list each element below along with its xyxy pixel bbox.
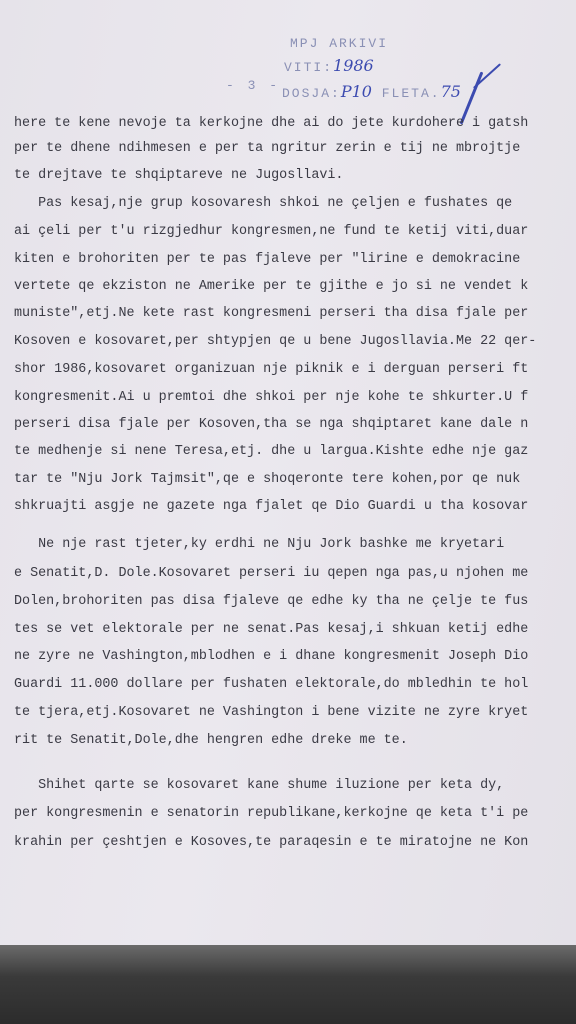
text-line: here te kene nevoje ta kerkojne dhe ai do jete kurdohere i gatsh [14, 116, 529, 131]
handwritten-check-mark-tail [473, 63, 501, 89]
text-line: kongresmenit.Ai u premtoi dhe shkoi per nje kohe te shkurter.U f [14, 390, 529, 405]
text-line: Shihet qarte se kosovaret kane shume iluzione per keta dy, [14, 778, 505, 793]
stamp-year-row [284, 54, 374, 80]
stamp-year-value: 1986 [333, 56, 374, 75]
text-line: Pas kesaj,nje grup kosovaresh shkoi ne çeljen e fushates qe [14, 196, 513, 211]
text-line: shkruajti asgje ne gazete nga fjalet qe Dio Guardi u tha kosovar [14, 499, 529, 514]
archive-stamp [282, 32, 461, 112]
text-line: ne zyre ne Vashington,mblodhen e i dhane kongresmenit Joseph Dio [14, 649, 529, 664]
text-line: shor 1986,kosovaret organizuan nje piknik e i derguan perseri ft [14, 362, 529, 377]
text-line: tar te "Nju Jork Tajmsit",qe e shoqeronte tere kohen,por qe nuk [14, 472, 521, 487]
stamp-archive-label: MPJ ARKIVI [290, 36, 389, 51]
text-line: krahin per çeshtjen e Kosoves,te paraqesin e te miratojne ne Kon [14, 835, 529, 850]
text-line: per te dhene ndihmesen e per ta ngritur zerin e tij ne mbrojtje [14, 141, 521, 156]
text-line: te drejtave te shqiptareve ne Jugosllavi. [14, 168, 344, 183]
text-line: e Senatit,D. Dole.Kosovaret perseri iu qepen nga pas,u njohen me [14, 566, 529, 581]
text-line: ai çeli per t'u rizgjedhur kongresmen,ne fund te ketij viti,duar [14, 224, 529, 239]
text-line: Guardi 11.000 dollare per fushaten elektorale,do mbledhin te hol [14, 677, 529, 692]
stamp-sheet-label: FLETA. [381, 86, 441, 101]
text-line: vertete qe ekziston ne Amerike per te gjithe e jo si ne vendet k [14, 279, 529, 294]
text-line: Kosoven e kosovaret,per shtypjen qe u bene Jugosllavia.Me 22 qer- [14, 334, 537, 349]
text-line: Dolen,brohoriten pas disa fjaleve qe edhe ky tha ne çelje te fus [14, 594, 529, 609]
text-line: te tjera,etj.Kosovaret ne Vashington i bene vizite ne zyre kryet [14, 705, 529, 720]
text-line: muniste",etj.Ne kete rast kongresmeni perseri tha disa fjale per [14, 306, 529, 321]
stamp-sheet-value: 75 [440, 82, 461, 101]
text-line: te medhenje si nene Teresa,etj. dhe u largua.Kishte edhe nje gaz [14, 444, 529, 459]
text-line: rit te Senatit,Dole,dhe hengren edhe dreke me te. [14, 733, 408, 748]
text-line: kiten e brohoriten per te pas fjaleve per "lirine e demokracine [14, 252, 521, 267]
table-surface [0, 945, 576, 1024]
typed-body-text [14, 114, 576, 850]
stamp-file-label: DOSJA: [282, 86, 341, 101]
text-line: perseri disa fjale per Kosoven,tha se nga shqiptaret kane dale n [14, 417, 529, 432]
text-line: Ne nje rast tjeter,ky erdhi ne Nju Jork bashke me kryetari [14, 537, 505, 552]
text-line: per kongresmenin e senatorin republikane,kerkojne qe keta t'i pe [14, 806, 529, 821]
stamp-file-row [282, 80, 461, 106]
text-line: tes se vet elektorale per ne senat.Pas kesaj,i shkuan ketij edhe [14, 622, 529, 637]
stamp-year-label: VITI: [284, 60, 334, 75]
page-number: - 3 - [226, 78, 281, 93]
stamp-file-value: P10 [340, 82, 372, 101]
